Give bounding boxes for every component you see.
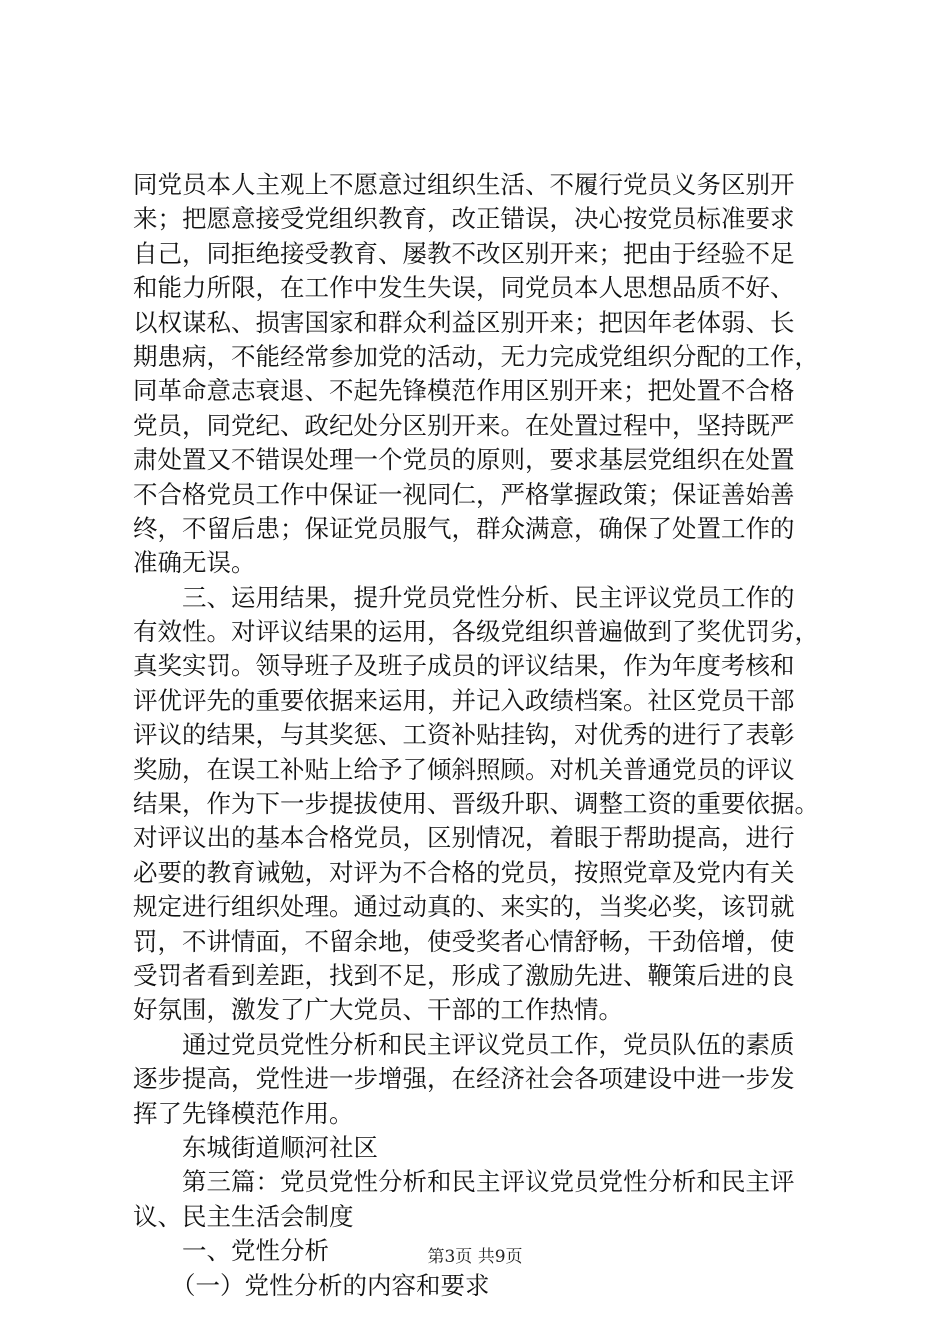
text-line: 逐步提高，党性进一步增强，在经济社会各项建设中进一步发 — [133, 1064, 795, 1094]
text-line: 罚，不讲情面，不留余地，使受奖者心情舒畅，干劲倍增，使 — [133, 926, 795, 956]
chapter-title-continuation: 议、民主生活会制度 — [133, 1201, 354, 1231]
text-line: 终，不留后患；保证党员服气，群众满意，确保了处置工作的 — [133, 513, 795, 543]
text-line: 以权谋私、损害国家和群众利益区别开来；把因年老体弱、长 — [133, 307, 795, 337]
document-body — [133, 168, 833, 1303]
text-line: 和能力所限，在工作中发生失误，同党员本人思想品质不好、 — [133, 273, 795, 303]
text-line: 奖励，在误工补贴上给予了倾斜照顾。对机关普通党员的评议 — [133, 754, 795, 784]
signature-line: 东城街道顺河社区 — [182, 1132, 378, 1162]
text-line: 真奖实罚。领导班子及班子成员的评议结果，作为年度考核和 — [133, 651, 795, 681]
text-line: 党员，同党纪、政纪处分区别开来。在处置过程中，坚持既严 — [133, 410, 795, 440]
subsection-heading: （一）党性分析的内容和要求 — [171, 1270, 490, 1300]
text-line: 挥了先锋模范作用。 — [133, 1098, 354, 1128]
text-line: 受罚者看到差距，找到不足，形成了激励先进、鞭策后进的良 — [133, 960, 795, 990]
text-line: 期患病，不能经常参加党的活动，无力完成党组织分配的工作， — [133, 341, 819, 371]
text-line: 同革命意志衰退、不起先锋模范作用区别开来；把处置不合格 — [133, 376, 795, 406]
text-line: 规定进行组织处理。通过动真的、来实的，当奖必奖，该罚就 — [133, 892, 795, 922]
section-heading: 一、党性分析 — [182, 1236, 329, 1266]
section-heading-line: 三、运用结果，提升党员党性分析、民主评议党员工作的 — [182, 582, 795, 612]
text-line: 有效性。对评议结果的运用，各级党组织普遍做到了奖优罚劣， — [133, 617, 819, 647]
text-line: 必要的教育诫勉，对评为不合格的党员，按照党章及党内有关 — [133, 857, 795, 887]
text-line: 对评议出的基本合格党员，区别情况，着眼于帮助提高，进行 — [133, 823, 795, 853]
text-line: 好氛围，激发了广大党员、干部的工作热情。 — [133, 995, 623, 1025]
page-number-footer: 第3页 共9页 — [427, 1247, 523, 1267]
text-line: 评议的结果，与其奖惩、工资补贴挂钩，对优秀的进行了表彰 — [133, 720, 795, 750]
paragraph-start-line: 通过党员党性分析和民主评议党员工作，党员队伍的素质 — [182, 1029, 795, 1059]
text-line: 结果，作为下一步提拔使用、晋级升职、调整工资的重要依据。 — [133, 789, 819, 819]
text-line: 评优评先的重要依据来运用，并记入政绩档案。社区党员干部 — [133, 685, 795, 715]
text-line: 同党员本人主观上不愿意过组织生活、不履行党员义务区别开 — [133, 170, 795, 199]
text-line: 来；把愿意接受党组织教育，改正错误，决心按党员标准要求 — [133, 204, 795, 234]
chapter-title-line: 第三篇：党员党性分析和民主评议党员党性分析和民主评 — [182, 1167, 795, 1197]
text-line: 准确无误。 — [133, 548, 256, 578]
text-line: 不合格党员工作中保证一视同仁，严格掌握政策；保证善始善 — [133, 479, 795, 509]
text-line: 肃处置又不错误处理一个党员的原则，要求基层党组织在处置 — [133, 445, 795, 475]
text-line: 自己，同拒绝接受教育、屡教不改区别开来；把由于经验不足 — [133, 238, 795, 268]
